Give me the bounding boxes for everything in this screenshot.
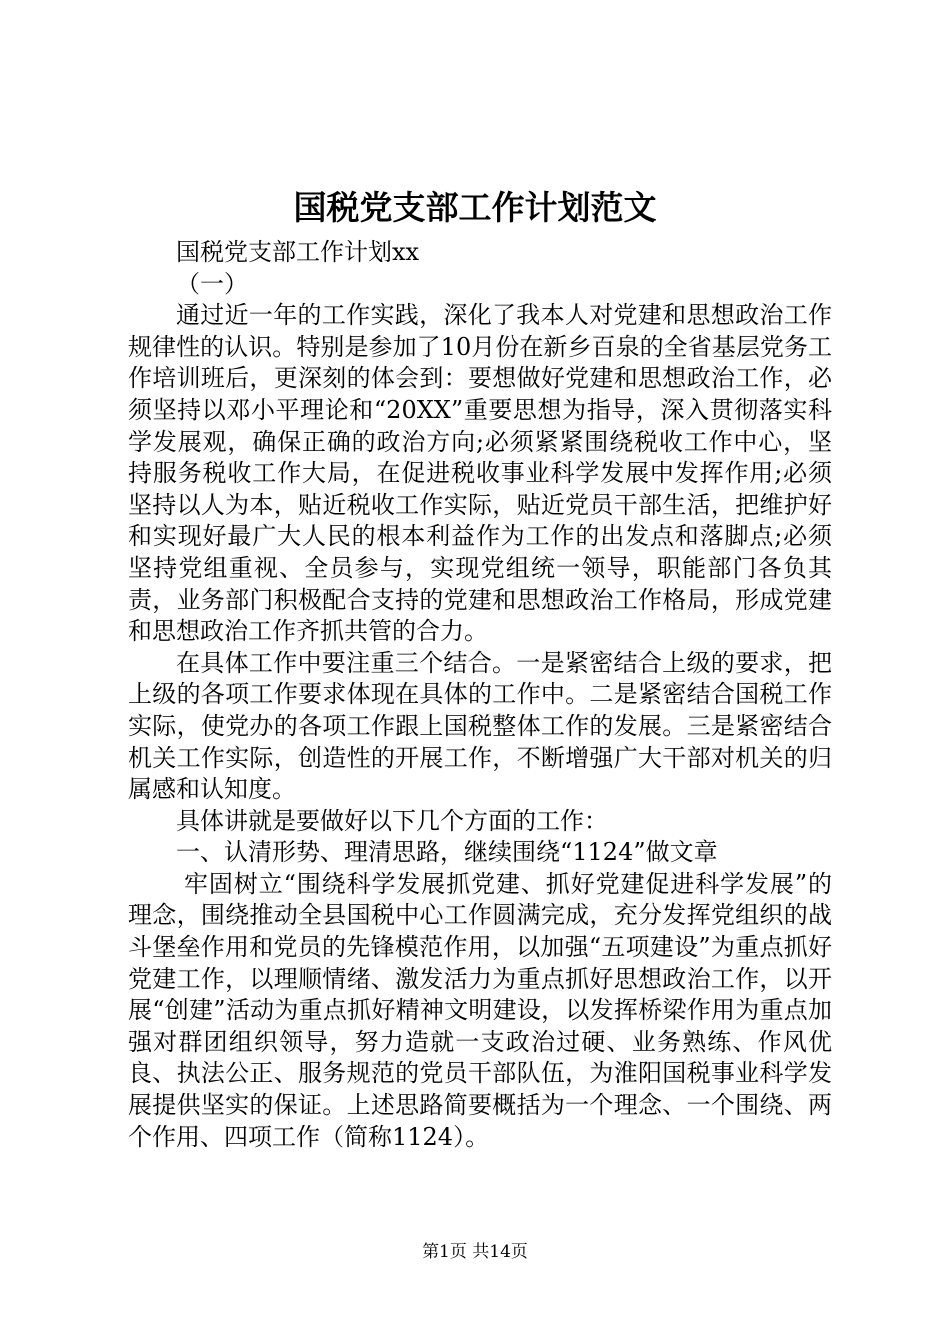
body-paragraph: 牢固树立“围绕科学发展抓党建、抓好党建促进科学发展”的理念，围绕推动全县国税中心工作圆满完成，充分发挥党组织的战斗堡垒作用和党员的先锋模范作用，以加强“五项建设”为重点抓好党建工作，以理顺情绪、激发活力为重点抓好思想政治工作，以开展“创建”活动为重点抓好精神文明建设，以发挥桥梁作用为重点加强对群团组织领导，努力造就一支政治过硬、业务熟练、作风优良、执法公正、服务规范的党员干部队伍，为淮阳国税事业科学发展提供坚实的保证。上述思路简要概括为一个理念、一个围绕、两个作用、四项工作（简称1124）。 [128, 869, 832, 1151]
body-paragraph: 通过近一年的工作实践，深化了我本人对党建和思想政治工作规律性的认识。特别是参加了10月份在新乡百泉的全省基层党务工作培训班后，更深刻的体会到：要想做好党建和思想政治工作，必须坚持以邓小平理论和“20XX”重要思想为指导，深入贯彻落实科学发展观，确保正确的政治方向;必须紧紧围绕税收工作中心，坚持服务税收工作大局，在促进税收事业科学发展中发挥作用;必须坚持以人为本，贴近税收工作实际，贴近党员干部生活，把维护好和实现好最广大人民的根本利益作为工作的出发点和落脚点;必须坚持党组重视、全员参与，实现党组统一领导，职能部门各负其责，业务部门积极配合支持的党建和思想政治工作格局，形成党建和思想政治工作齐抓共管的合力。 [128, 301, 832, 646]
document-title: 国税党支部工作计划范文 [293, 188, 657, 227]
body-paragraph: 具体讲就是要做好以下几个方面的工作： [176, 806, 608, 835]
subtitle-paragraph: 国税党支部工作计划xx [176, 238, 420, 266]
body-paragraph: 在具体工作中要注重三个结合。一是紧密结合上级的要求，把上级的各项工作要求体现在具体的工作中。二是紧密结合国税工作实际，使党办的各项工作跟上国税整体工作的发展。三是紧密结合机关工作实际，创造性的开展工作，不断增强广大干部对机关的归属感和认知度。 [128, 648, 832, 804]
page-footer: 第1页 共14页 [422, 1242, 528, 1262]
section-heading: 一、认清形势、理清思路，继续围绕“1124”做文章 [176, 838, 718, 867]
section-marker: （一） [176, 269, 248, 298]
document-body [128, 237, 832, 1153]
